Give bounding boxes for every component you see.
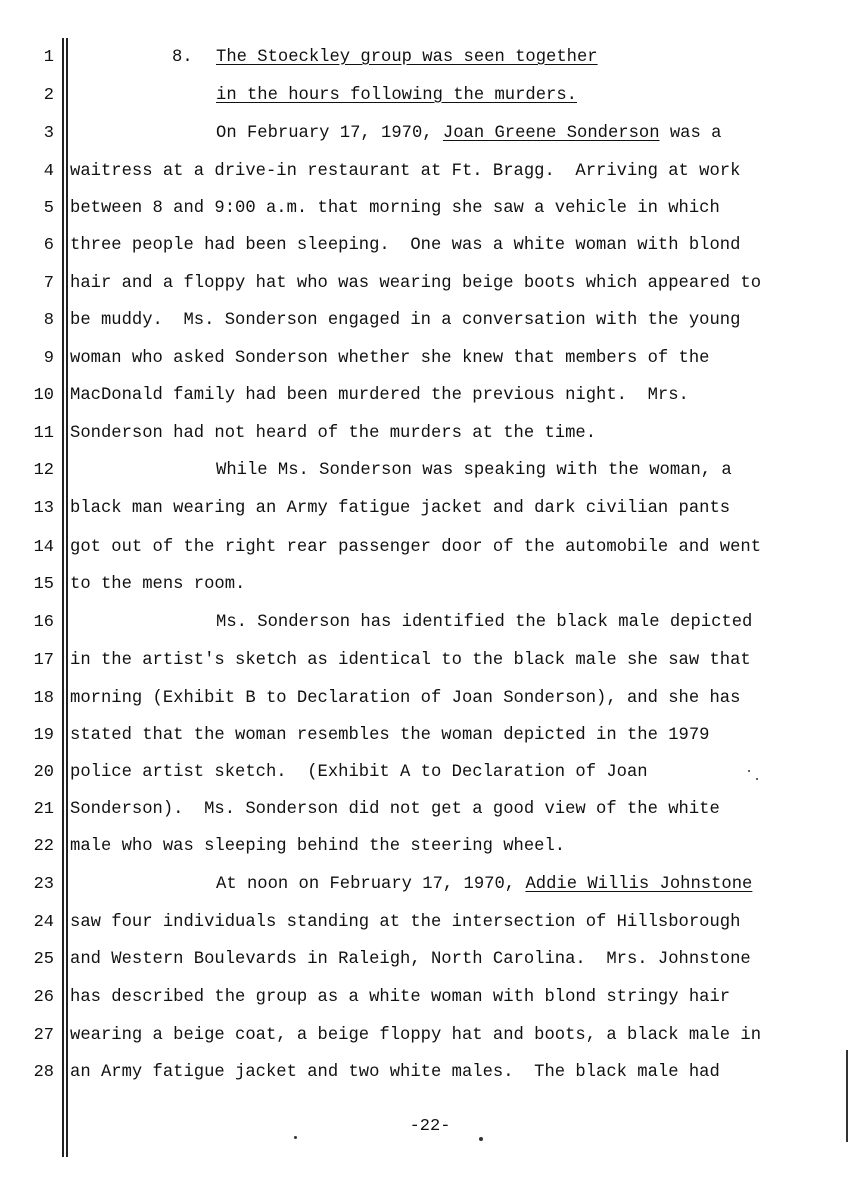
text-line [70,499,840,519]
text-line [70,349,840,369]
text-line [70,763,840,783]
text-line [70,424,840,444]
line-number: 21 [33,800,54,819]
text-line [216,86,860,106]
speck [294,1136,297,1139]
line-number: 8 [43,311,54,330]
text-segment: got out of the right rear passenger door of the automobile and went [70,538,762,557]
margin-rule-right [66,38,68,1157]
text-segment: hair and a floppy hat who was wearing beige boots which appeared to [70,274,762,293]
speck [479,1137,483,1141]
line-number: 20 [33,763,54,782]
line-number: 15 [33,575,54,594]
text-line [70,538,840,558]
text-segment: 8. [172,48,193,67]
text-segment: While Ms. Sonderson was speaking with the woman, a [216,461,732,480]
underlined-heading: The Stoeckley group was seen together [216,48,598,67]
text-segment: wearing a beige coat, a beige floppy hat and boots, a black male in [70,1026,762,1045]
text-segment: At noon on February 17, 1970, [216,875,526,894]
line-number: 12 [33,461,54,480]
speck [756,778,758,780]
line-number: 26 [33,988,54,1007]
margin-rule-left [62,38,64,1157]
text-segment: saw four individuals standing at the intersection of Hillsborough [70,913,741,932]
text-segment: an Army fatigue jacket and two white males. The black male had [70,1063,720,1082]
line-number: 7 [43,274,54,293]
line-number: 22 [33,837,54,856]
text-line [70,575,840,595]
line-number: 10 [33,386,54,405]
text-segment: stated that the woman resembles the woman depicted in the 1979 [70,726,710,745]
text-line [70,311,840,331]
line-number: 5 [43,199,54,218]
page-number: -22- [409,1117,451,1136]
text-line [70,274,840,294]
text-line [70,1063,840,1083]
line-number: 25 [33,950,54,969]
text-segment: woman who asked Sonderson whether she knew that members of the [70,349,710,368]
text-line [70,950,840,970]
text-segment: between 8 and 9:00 a.m. that morning she saw a vehicle in which [70,199,720,218]
text-line [70,988,840,1008]
text-line [216,461,860,481]
line-number: 23 [33,875,54,894]
text-segment: has described the group as a white woman with blond stringy hair [70,988,731,1007]
line-number: 2 [43,86,54,105]
witness-name: Addie Willis Johnstone [525,875,753,894]
text-segment: waitress at a drive-in restaurant at Ft. Bragg. Arriving at work [70,162,741,181]
line-number: 28 [33,1063,54,1082]
text-segment: Ms. Sonderson has identified the black male depicted [216,613,753,632]
line-number: 11 [33,424,54,443]
text-line [70,837,840,857]
text-segment: police artist sketch. (Exhibit A to Declaration of Joan [70,763,648,782]
line-number: 16 [33,613,54,632]
line-number: 13 [33,499,54,518]
text-line [70,689,840,709]
line-number: 6 [43,236,54,255]
text-segment: male who was sleeping behind the steering wheel. [70,837,566,856]
text-line [216,613,860,633]
text-line [216,124,860,144]
line-number: 19 [33,726,54,745]
line-number: 1 [43,48,54,67]
text-segment: and Western Boulevards in Raleigh, North Carolina. Mrs. Johnstone [70,950,751,969]
line-number: 24 [33,913,54,932]
text-line [70,162,840,182]
text-segment: Sonderson). Ms. Sonderson did not get a good view of the white [70,800,720,819]
witness-name: Joan Greene Sonderson [442,124,660,143]
line-number: 3 [43,124,54,143]
text-segment: be muddy. Ms. Sonderson engaged in a conversation with the young [70,311,741,330]
text-segment: Sonderson had not heard of the murders at the time. [70,424,597,443]
text-line [70,386,840,406]
text-line [70,913,840,933]
text-segment: in the artist's sketch as identical to the black male she saw that [70,651,751,670]
text-line [70,726,840,746]
text-line [216,48,860,68]
text-line [70,199,840,219]
text-line [216,875,860,895]
speck [748,770,750,772]
line-number: 9 [43,349,54,368]
line-number: 14 [33,538,54,557]
text-segment: three people had been sleeping. One was a white woman with blond [70,236,741,255]
text-line [70,1026,840,1046]
text-segment: was a [659,124,722,143]
underlined-heading: in the hours following the murders. [216,86,577,105]
text-line [70,651,840,671]
text-segment: morning (Exhibit B to Declaration of Joan Sonderson), and she has [70,689,741,708]
text-line [70,800,840,820]
line-number: 17 [33,651,54,670]
text-segment: MacDonald family had been murdered the previous night. Mrs. [70,386,689,405]
line-number: 4 [43,162,54,181]
text-segment: black man wearing an Army fatigue jacket and dark civilian pants [70,499,731,518]
text-segment: to the mens room. [70,575,246,594]
text-line [70,236,840,256]
right-edge-mark [846,1050,848,1142]
line-number: 27 [33,1026,54,1045]
text-segment: On February 17, 1970, [216,124,443,143]
line-number: 18 [33,689,54,708]
